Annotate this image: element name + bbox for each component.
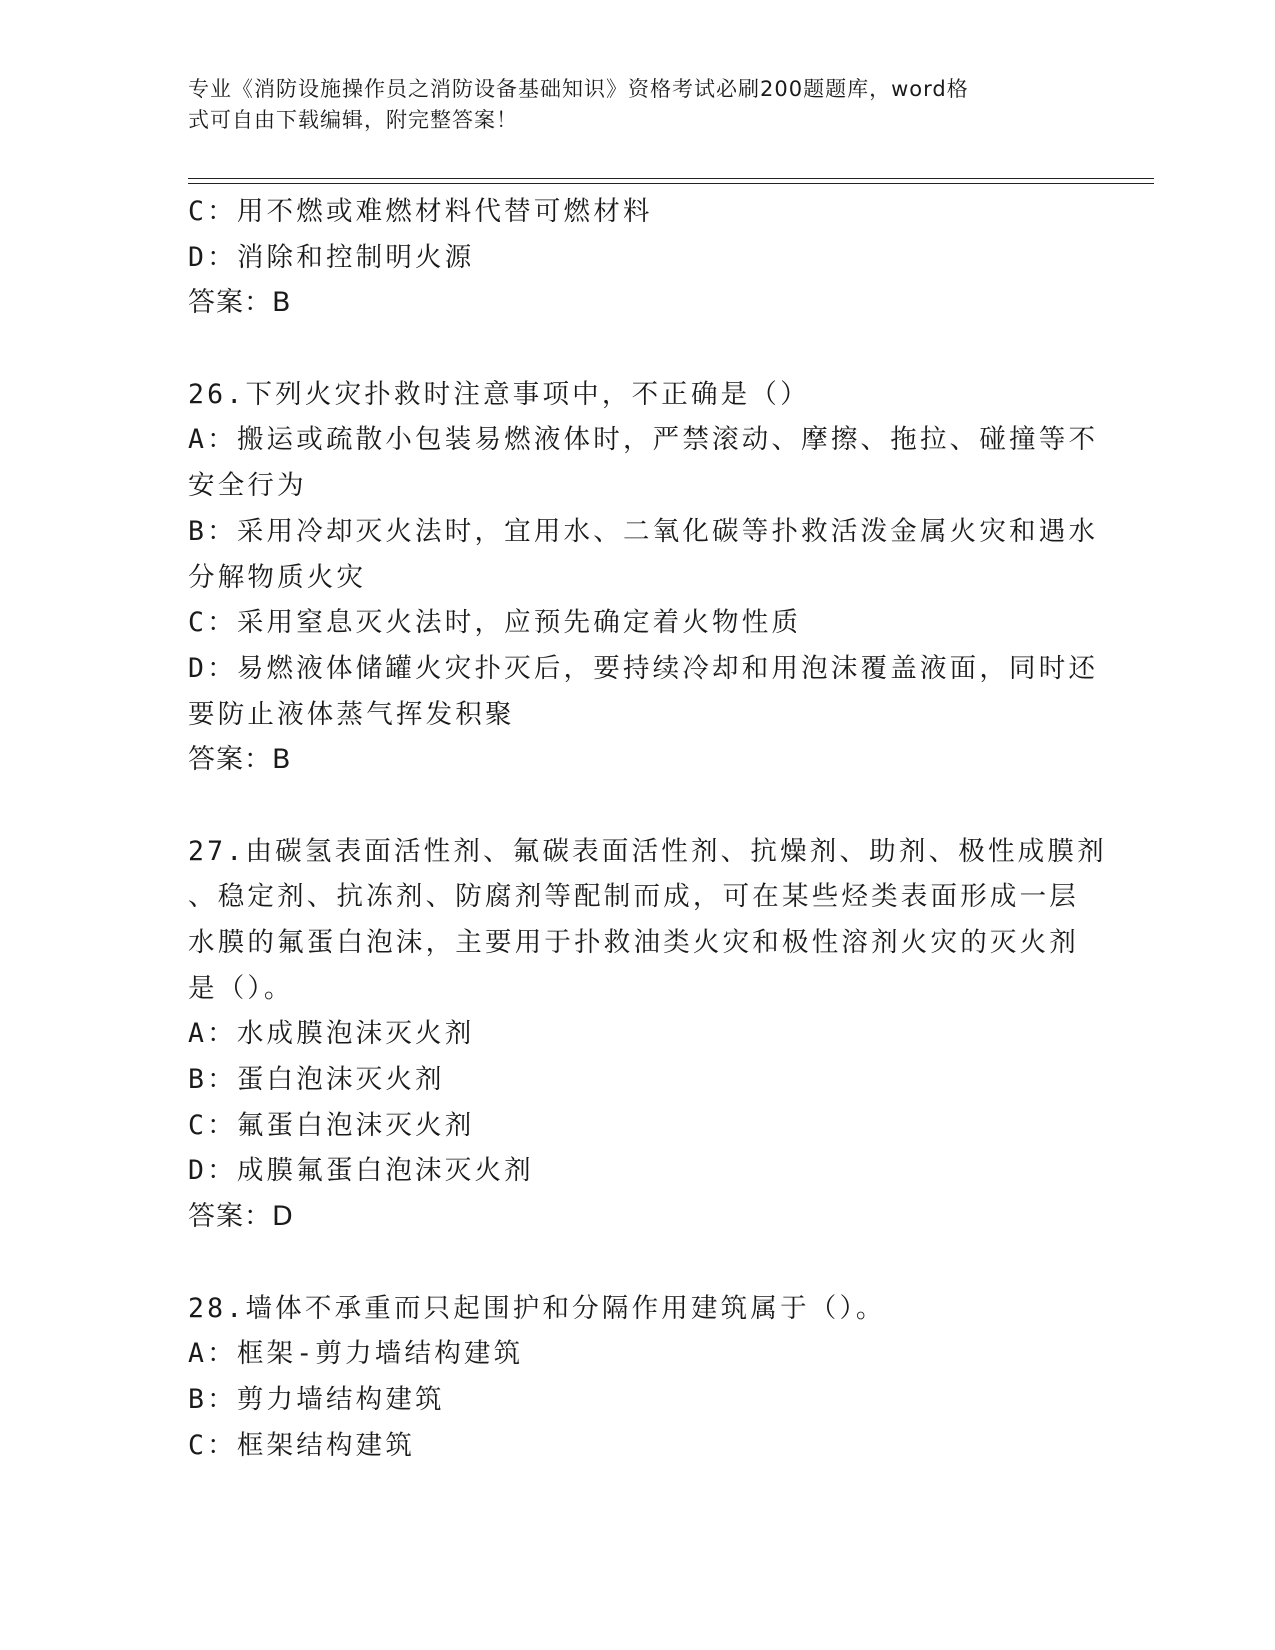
question-26 [188, 372, 1099, 783]
spacer [188, 783, 1078, 829]
question-25-continued [188, 189, 1078, 326]
header-divider-top [188, 178, 1154, 179]
question-stem-line-3: 水膜的氟蛋白泡沫，主要用于扑救油类火灾和极性溶剂火灾的灭火剂 [188, 927, 1079, 958]
option-c: C：框架结构建筑 [188, 1429, 416, 1461]
question-28 [188, 1286, 1078, 1469]
option-b-line-1: B：采用冷却灭火法时，宜用水、二氧化碳等扑救活泼金属火灾和遇水 [188, 515, 1099, 547]
option-c: C：氟蛋白泡沫灭火剂 [188, 1109, 475, 1141]
question-stem: 26.下列火灾扑救时注意事项中，不正确是（） [188, 378, 810, 410]
option-a-line-1: A：搬运或疏散小包装易燃液体时，严禁滚动、摩擦、拖拉、碰撞等不 [188, 424, 1099, 456]
option-c: C：采用窒息灭火法时，应预先确定着火物性质 [188, 607, 802, 639]
question-stem-line-2: 、稳定剂、抗冻剂、防腐剂等配制而成，可在某些烃类表面形成一层 [188, 881, 1079, 913]
option-d: D：消除和控制明火源 [188, 241, 475, 273]
answer-label: 答案：B [188, 744, 292, 776]
option-d-line-2: 要防止液体蒸气挥发积聚 [188, 698, 515, 730]
question-stem: 28.墙体不承重而只起围护和分隔作用建筑属于（）。 [188, 1292, 886, 1324]
question-27 [188, 829, 1107, 1240]
option-d: D：成膜氟蛋白泡沫灭火剂 [188, 1155, 534, 1187]
header-line-1: 专业《消防设施操作员之消防设备基础知识》资格考试必刷200题题库，word格 [188, 77, 969, 101]
option-a: A：水成膜泡沫灭火剂 [188, 1018, 475, 1050]
question-stem-line-4: 是（）。 [188, 972, 294, 1004]
option-c: C：用不燃或难燃材料代替可燃材料 [188, 196, 653, 227]
header-divider-bottom [188, 183, 1154, 184]
answer-label: 答案：D [188, 1201, 294, 1233]
option-b: B：剪力墙结构建筑 [188, 1383, 445, 1415]
spacer [188, 1240, 1078, 1286]
spacer [188, 326, 1078, 372]
answer-label: 答案：B [188, 287, 292, 319]
option-b: B：蛋白泡沫灭火剂 [188, 1064, 445, 1096]
option-b-line-2: 分解物质火灾 [188, 561, 367, 593]
option-a: A：框架-剪力墙结构建筑 [188, 1338, 524, 1370]
question-list [188, 189, 1107, 1468]
question-stem-line-1: 27.由碳氢表面活性剂、氟碳表面活性剂、抗燥剂、助剂、极性成膜剂 [188, 835, 1107, 867]
document-header [188, 74, 1068, 136]
option-a-line-2: 安全行为 [188, 470, 307, 502]
header-line-2: 式可自由下载编辑，附完整答案！ [188, 108, 518, 132]
option-d-line-1: D：易燃液体储罐火灾扑灭后，要持续冷却和用泡沫覆盖液面，同时还 [188, 652, 1099, 684]
